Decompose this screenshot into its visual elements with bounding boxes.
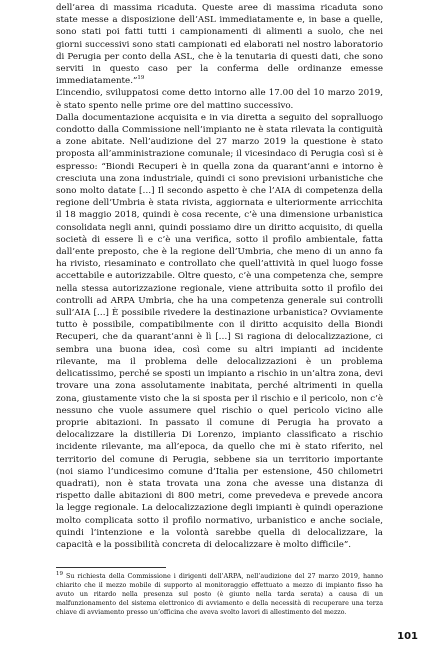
footnote-number: 19: [56, 570, 63, 577]
paragraph-text: dell’area di massima ricaduta. Queste aree di massima ricaduta sono state messe a disposizione dell’ASL immediatamente e, in base a quelle, sono stati poi fatti tutti i campionamenti di alimenti a suolo, che nei giorni successivi sono stati campionati ed elaborati nel nostro laboratorio di Perugia per conto della ASL, che è la tenutaria di questi dati, che sono serviti in questo caso per la conferma delle ordinanze emesse immediatamente.”: [56, 3, 383, 87]
footnote: [56, 572, 383, 617]
footnote-divider: [56, 567, 166, 568]
footnote-reference: 19: [137, 75, 145, 82]
body-text: [56, 2, 383, 551]
page-number: 101: [397, 631, 418, 642]
paragraph-fire: L’incendio, sviluppatosi come detto intorno alle 17.00 del 10 marzo 2019, è stato spento nelle prime ore del mattino successivo.: [56, 88, 383, 111]
paragraph-hearing: Dalla documentazione acquisita e in via diretta a seguito del sopralluogo condotto dalla Commissione nell’impianto ne è stata rilevata la contiguità a zone abitate. Nell’audizione del 27 marzo 2019 la questione è stato proposta all’amministrazione comunale; il vicesindaco di Perugia così si è espresso: “Biondi Recuperi è in quella zona da quarant’anni e intorno è cresciuta una zona industriale, quindi ci sono previsioni urbanistiche che sono molto datate […] Il secondo aspetto è che l’AIA di competenza della regione dell’Umbria è stata rivista, aggiornata e ulteriormente arricchita il 18 maggio 2018, quindi è cosa recente, c’è una dimensione urbanistica consolidata negli anni, quindi possiamo dire un diritto acquisito, di quella società di essere lì e c’è una verifica, sotto il profilo ambientale, fatta dall’ente preposto, che è la regione dell’Umbria, che meno di un anno fa ha rivisto, riesaminato e controllato che quell’attività in quel luogo fosse accettabile e autorizzabile. Oltre questo, c’è una competenza che, sempre nella stessa autorizzazione regionale, viene attribuita sotto il profilo dei controlli ad ARPA Umbria, che ha una competenza generale sui controlli sull’AIA […] È possibile rivedere la destinazione urbanistica? Ovviamente tutto è possibile, compatibilmente con il diritto acquisito della Biondi Recuperi, che da quarant’anni è lì […] Si ragiona di delocalizzazione, ci sembra una buona idea, così come su altri impianti ad incidente rilevante, ma il problema delle delocalizzazioni è un problema delicatissimo, perché se sposti un impianto a rischio in un’altra zona, devi trovare una zona assolutamente inabitata, perché altrimenti in quella zona, giustamente visto che la si sposta per il rischio e il pericolo, non c’è nessuno che vuole assumere quel rischio o quel pericolo vicino alle proprie abitazioni. In passato il comune di Perugia ha provato a delocalizzare la distilleria Di Lorenzo, impianto classificato a rischio incidente rilevante, ma all’epoca, da quello che mi è stato riferito, nel territorio del comune di Perugia, sebbene sia un territorio importante (noi siamo l’undicesimo comune d’Italia per estensione, 450 chilometri quadrati), non è stata trovata una zona che avesse una distanza di rispetto dalle abitazioni di 800 metri, come prevedeva e prevede ancora la legge regionale. La delocalizzazione degli impianti è quindi operazione molto complicata sotto il profilo normativo, urbanistico e anche sociale, quindi l’intenzione e la volontà sarebbe quella di delocalizzare, la capacità e la possibilità concreta di delocalizzare è molto difficile”.: [56, 112, 383, 550]
footnote-text: Su richiesta della Commissione i dirigenti dell’ARPA, nell’audizione del 27 marzo 2019, hanno chiarito che il mezzo mobile di supporto al monitoraggio effettuato a mezzo di impianto fisso ha avuto un ritardo nella presenza sul posto (è giunto nella tarda serata) a causa di un malfunzionamento del sistema elettronico di avviamento e della necessità di recuperare una terza chiave di avviamento presso un’officina che aveva svolto lavori di allestimento del mezzo.: [56, 572, 383, 617]
paragraph-quote-arpa: [56, 2, 383, 87]
